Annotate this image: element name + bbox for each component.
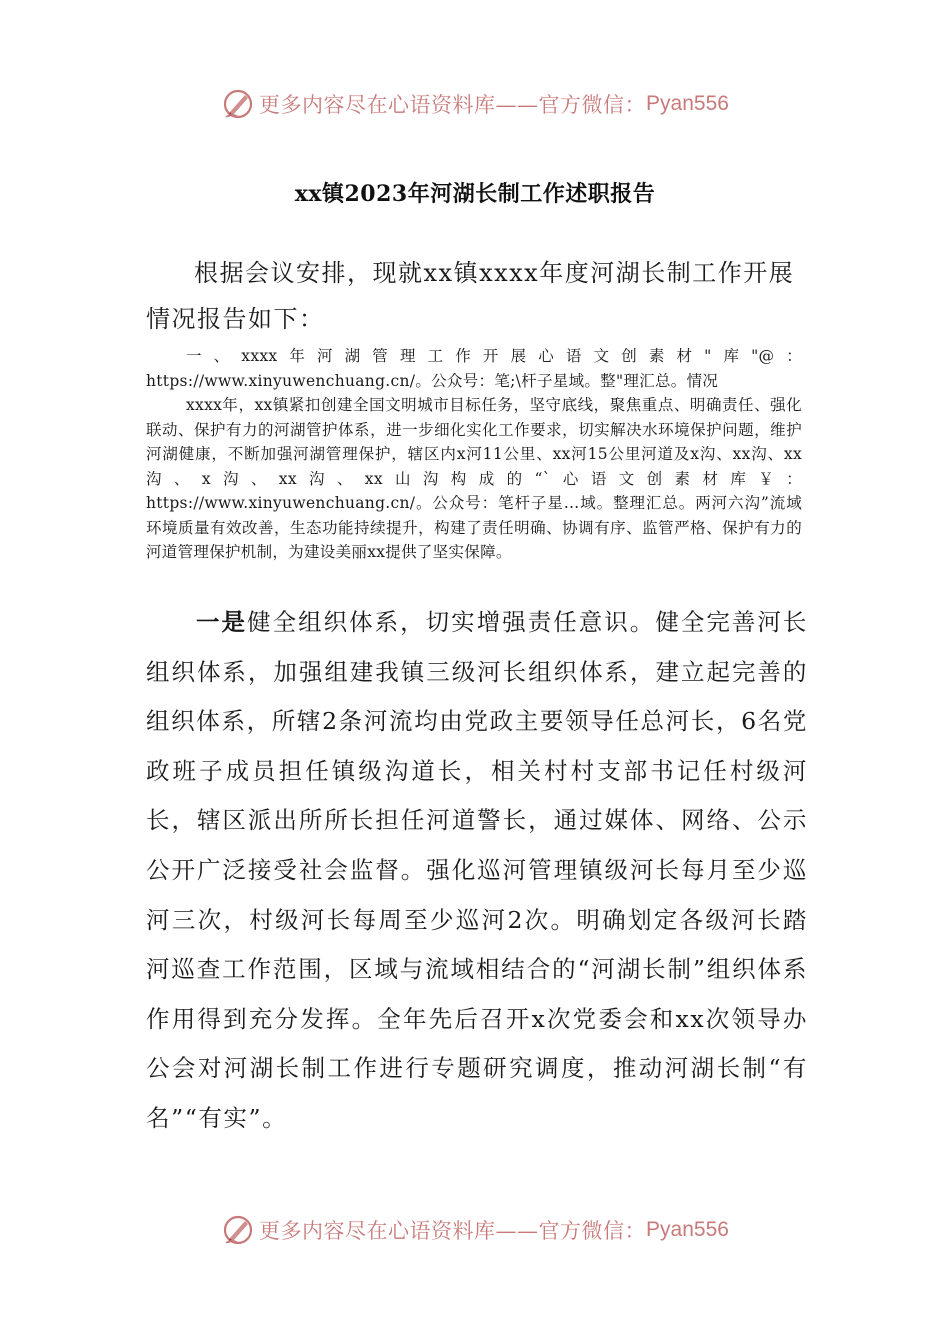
overview-paragraph: xxxx年，xx镇紧扣创建全国文明城市目标任务，坚守底线，聚焦重点、明确责任、强化联动、保护有力的河湖管护体系，进一步细化实化工作要求，切实解决水环境保护问题，维护河湖健康，不断加强河湖管理保护，辖区内x河11公里、xx河15公里河道及x沟、xx沟、xx沟、x沟、xx沟、xx山沟构成的“`心语文创素材库￥：https://www.xinyuwenchuang.cn/。公众号：笔杆子星…域。整理汇总。两河六沟”流域环境质量有效改善，生态功能持续提升，构建了责任明确、协调有序、监管严格、保护有力的河道管理保护机制，为建设美丽xx提供了坚实保障。 [146,396,802,561]
watermark-banner-bottom [0,1205,950,1255]
watermark-text: 更多内容尽在心语资料库——官方微信： [259,93,647,117]
document-title: xx镇2023年河湖长制工作述职报告 [294,181,656,207]
point-one-paragraph [146,598,808,1144]
point-one-lead: 一是 [196,608,248,636]
section-heading: 一、xxxx年河湖管理工作开展心语文创素材"库"@：https://www.xinyuwenchuang.cn/。公众号：笔;\杆子星域。整"理汇总。情况 [146,347,802,390]
watermark-text: 更多内容尽在心语资料库——官方微信： [259,1219,647,1243]
pen-circle-logo-icon [221,87,255,121]
watermark-banner-top [0,79,950,129]
embedded-small-text-block [146,344,802,565]
intro-paragraph: 根据会议安排，现就xx镇xxxx年度河湖长制工作开展情况报告如下： [146,259,795,333]
watermark-wechat-id: Pyan556 [646,92,729,115]
watermark-wechat-id: Pyan556 [646,1218,729,1241]
pen-circle-logo-icon [221,1213,255,1247]
point-one-body: 健全组织体系，切实增强责任意识。健全完善河长组织体系，加强组建我镇三级河长组织体系，建立起完善的组织体系，所辖2条河流均由党政主要领导任总河长，6名党政班子成员担任镇级沟道长，相关村村支部书记任村级河长，辖区派出所所长担任河道警长，通过媒体、网络、公示公开广泛接受社会监督。强化巡河管理镇级河长每月至少巡河三次，村级河长每周至少巡河2次。明确划定各级河长踏河巡查工作范围，区域与流域相结合的“河湖长制”组织体系作用得到充分发挥。全年先后召开x次党委会和xx次领导办公会对河湖长制工作进行专题研究调度，推动河湖长制“有名”“有实”。 [146,608,809,1132]
